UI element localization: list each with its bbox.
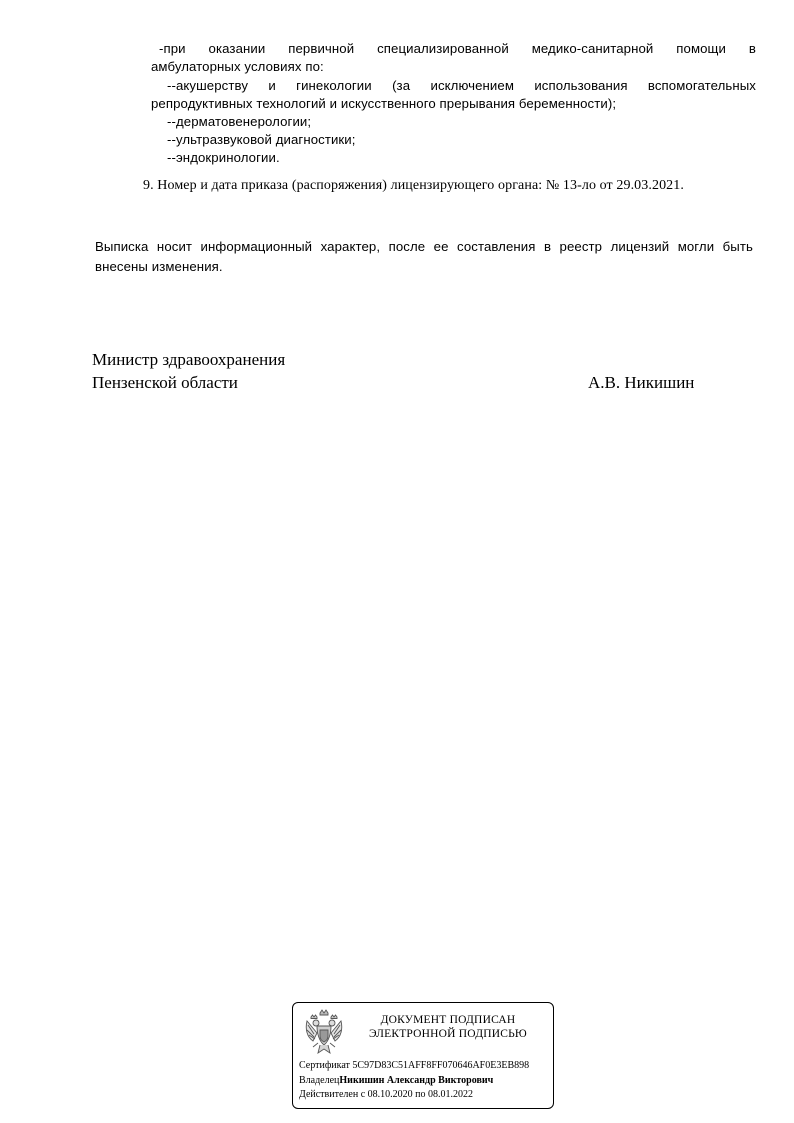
stamp-owner	[299, 1075, 493, 1087]
stamp-owner-value: Никишин Александр Викторович	[339, 1075, 494, 1086]
stamp-title-line1: ДОКУМЕНТ ПОДПИСАН	[380, 1014, 516, 1026]
list-item-obstetrics-line1: --акушерству и гинекологии (за исключением использования вспомогательных	[167, 78, 756, 93]
electronic-signature-stamp	[292, 1002, 554, 1109]
order-info: 9. Номер и дата приказа (распоряжения) лицензирующего органа: № 13-ло от 29.03.2021.	[143, 178, 684, 193]
stamp-certificate-value: 5C97D83C51AFF8FF070646AF0E3EB898	[352, 1060, 530, 1071]
stamp-owner-label: Владелец	[299, 1075, 340, 1086]
signatory-name: А.В. Никишин	[588, 373, 695, 392]
coat-of-arms-icon	[303, 1009, 345, 1059]
stamp-validity: Действителен с 08.10.2020 по 08.01.2022	[299, 1089, 473, 1100]
list-item-obstetrics-line2: репродуктивных технологий и искусственного прерывания беременности);	[151, 96, 617, 111]
signatory-position-line1: Министр здравоохранения	[92, 350, 286, 369]
stamp-title-line2: ЭЛЕКТРОННОЙ ПОДПИСЬЮ	[369, 1028, 527, 1040]
list-intro-line1: -при оказании первичной специализированной медико-санитарной помощи в	[159, 41, 756, 56]
list-item-endocrinology: --эндокринологии.	[167, 150, 280, 165]
notice-line2: внесены изменения.	[95, 259, 223, 274]
signatory-position-line2: Пензенской области	[92, 373, 238, 392]
stamp-certificate	[299, 1060, 529, 1072]
list-item-dermatovenerology: --дерматовенерологии;	[167, 114, 312, 129]
notice-line1: Выписка носит информационный характер, после ее составления в реестр лицензий могли быть	[95, 239, 753, 254]
list-intro-line2: амбулаторных условиях по:	[151, 59, 324, 74]
list-item-ultrasound: --ультразвуковой диагностики;	[167, 132, 356, 147]
stamp-certificate-label: Сертификат	[299, 1060, 350, 1071]
